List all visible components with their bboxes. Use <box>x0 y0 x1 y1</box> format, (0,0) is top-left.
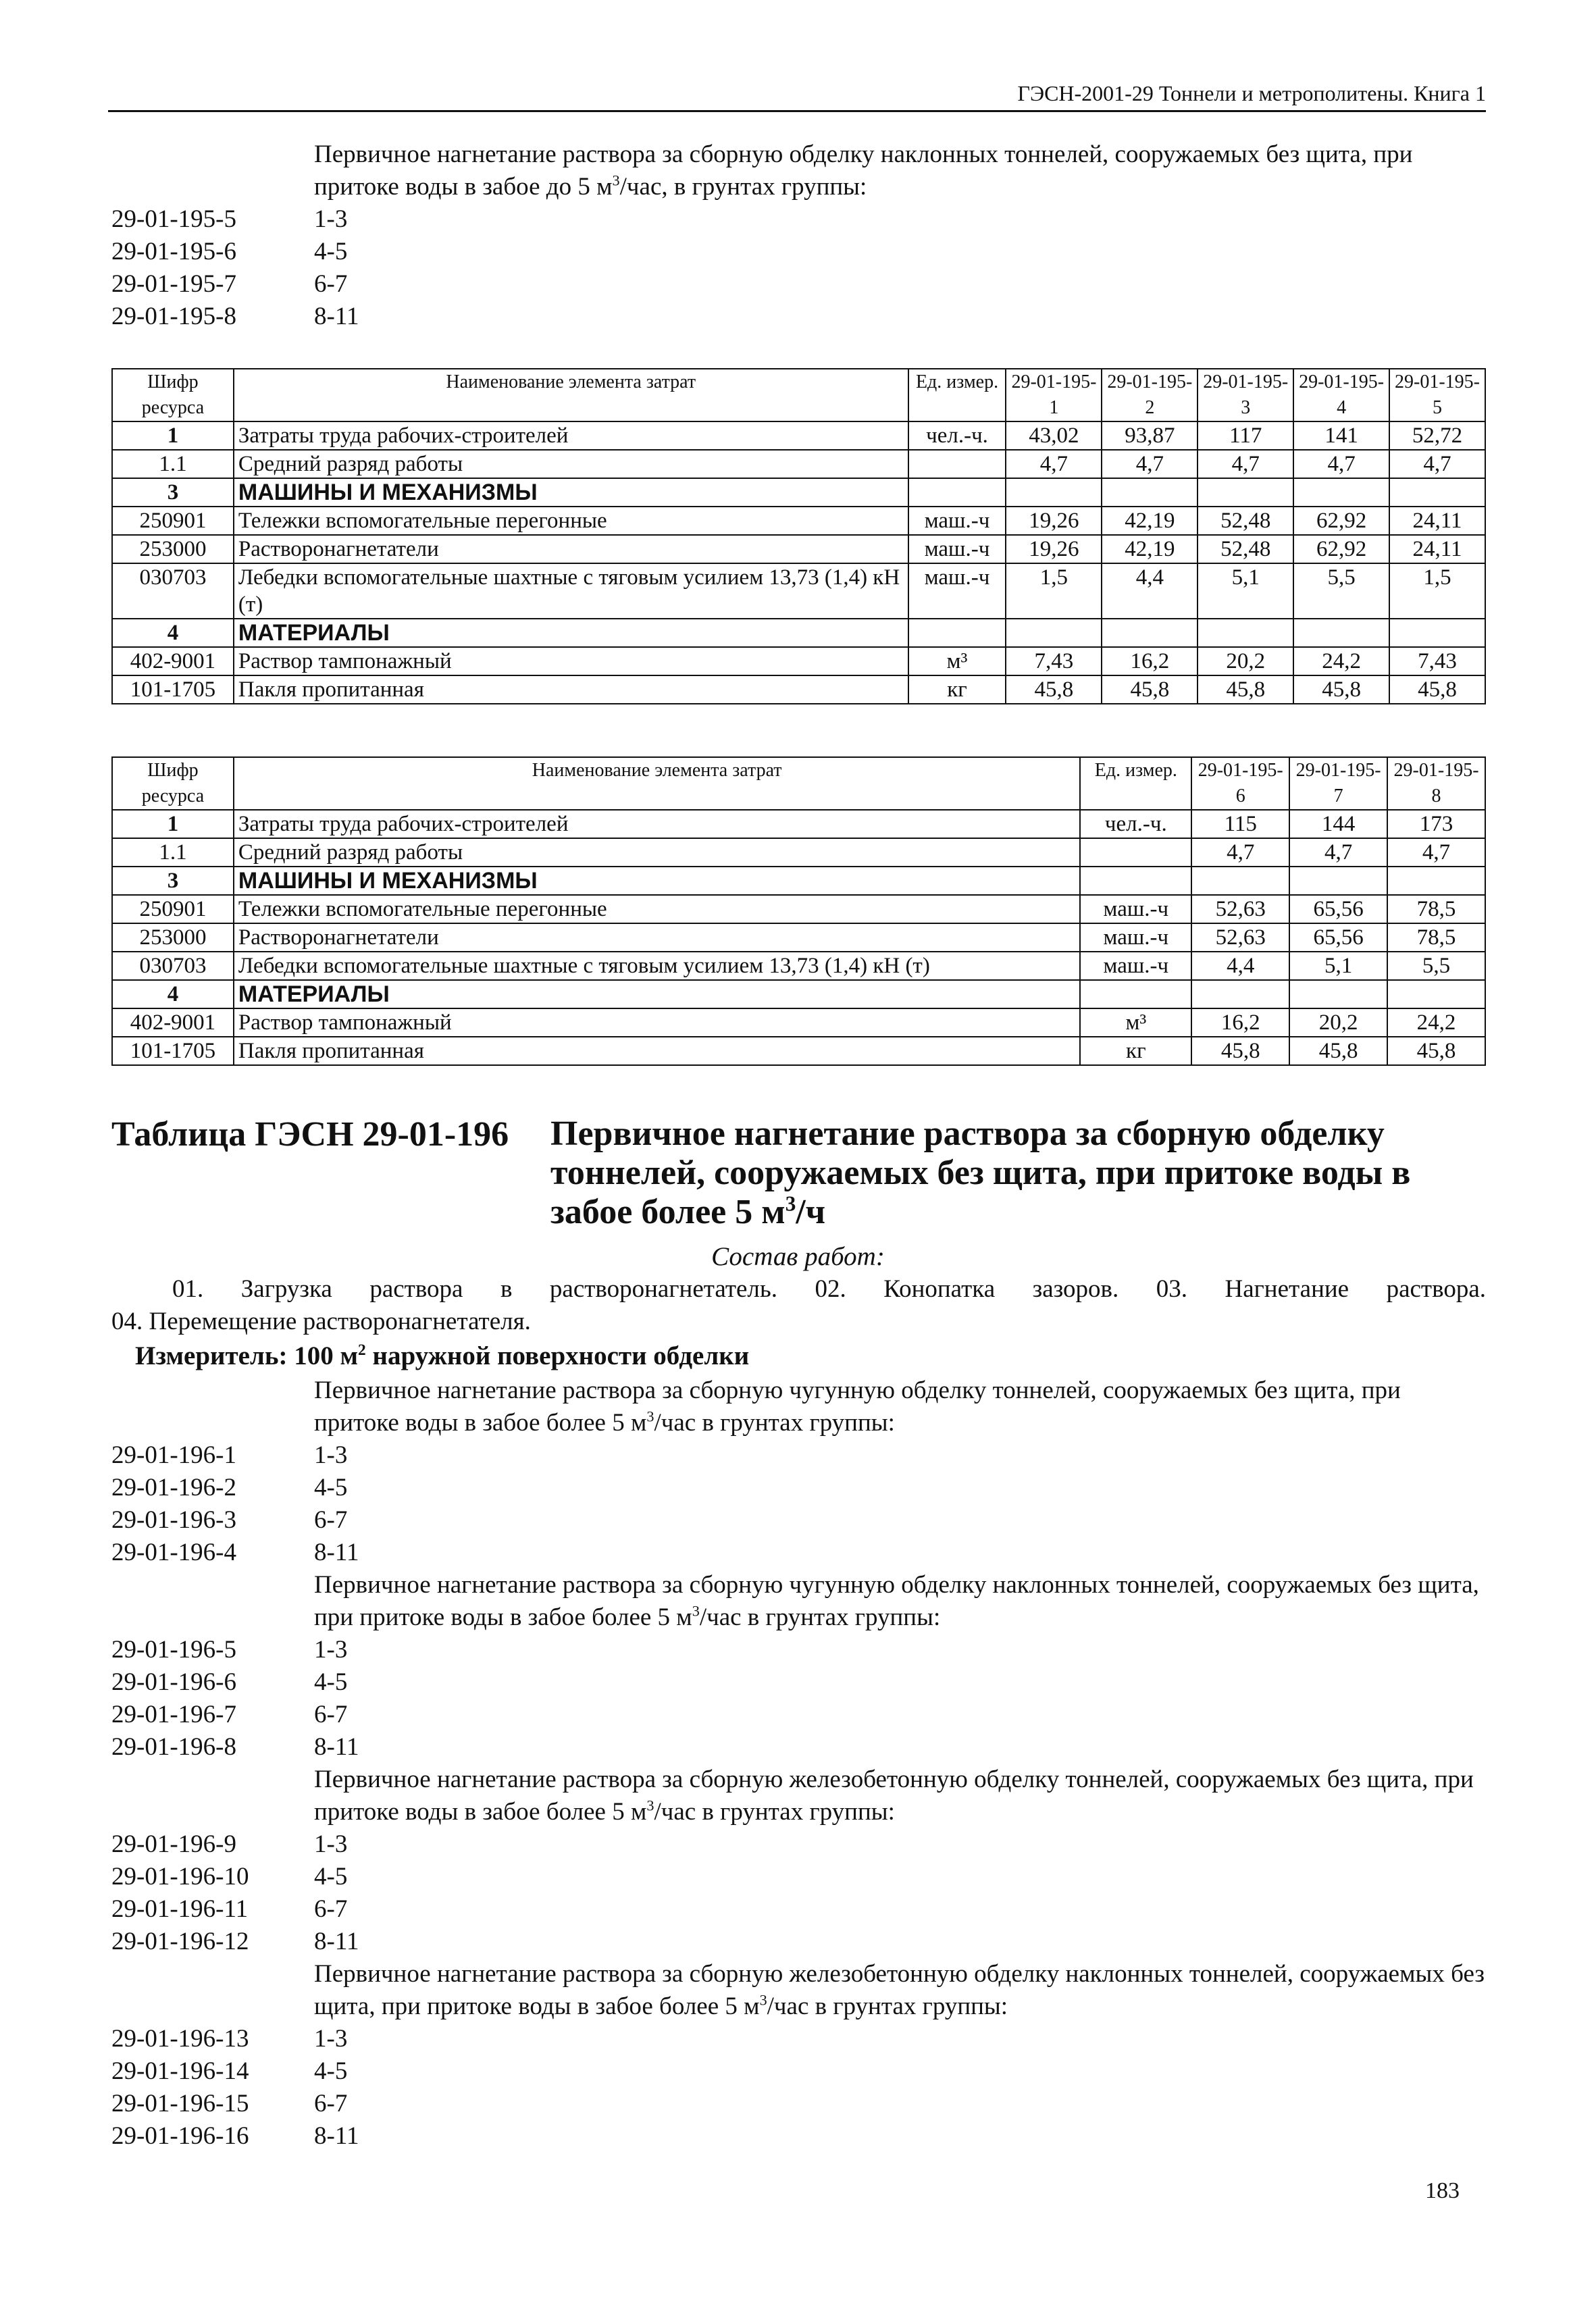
list-item: 29-01-196-12 8-11 <box>111 1928 359 1955</box>
table-row: 253000 Растворонагнетатели маш.-ч 52,63 65,56 78,5 <box>112 923 1485 952</box>
table-header-row: Шифр ресурса Наименование элемента затрат Ед. измер. 29-01-195-1 29-01-195-2 29-01-195-3 29-01-195-4 29-01-195-5 <box>112 369 1485 421</box>
intro-description: Первичное нагнетание раствора за сборную обделку наклонных тоннелей, сооружаемых без щита, при притоке воды в забое до 5 $м^3$/час, в грунтах группы: <box>314 140 1413 201</box>
page-number: 183 <box>1425 2178 1460 2203</box>
norm-groups <box>111 1374 1486 2153</box>
table-row: 250901 Тележки вспомогательные перегонные маш.-ч 19,26 42,19 52,48 62,92 24,11 <box>112 507 1485 535</box>
list-item: 29-01-196-13 1-3 <box>111 2025 348 2053</box>
group-description: Первичное нагнетание раствора за сборную чугунную обделку наклонных тоннелей, сооружаемых без щита, при притоке воды в забое более 5 $м^3$/час в грунтах группы: <box>314 1571 1479 1631</box>
group-description: Первичное нагнетание раствора за сборную железобетонную обделку тоннелей, сооружаемых без щита, при притоке воды в забое более 5 $м^3$/час в грунтах группы: <box>314 1766 1474 1826</box>
table-header-row: Шифр ресурса Наименование элемента затрат Ед. измер. 29-01-195-6 29-01-195-7 29-01-195-8 <box>112 757 1485 810</box>
list-item: 29-01-196-1 1-3 <box>111 1441 348 1469</box>
table-row: 030703 Лебедки вспомогательные шахтные с тяговым усилием 13,73 (1,4) кН (т) маш.-ч 1,5 4,4 5,1 5,5 1,5 <box>112 563 1485 619</box>
list-item: 29-01-196-10 4-5 <box>111 1863 348 1891</box>
table-label: Таблица ГЭСН 29-01-196 <box>111 1115 509 1154</box>
table-row: 3 МАШИНЫ И МЕХАНИЗМЫ <box>112 867 1485 895</box>
list-item: 29-01-196-14 4-5 <box>111 2057 348 2085</box>
table-row: 3 МАШИНЫ И МЕХАНИЗМЫ <box>112 478 1485 507</box>
table-row: 250901 Тележки вспомогательные перегонные маш.-ч 52,63 65,56 78,5 <box>112 895 1485 923</box>
list-item: 29-01-196-7 6-7 <box>111 1701 348 1728</box>
intro-section <box>111 138 1486 333</box>
table-row: 4 МАТЕРИАЛЫ <box>112 980 1485 1008</box>
table-row: 253000 Растворонагнетатели маш.-ч 19,26 42,19 52,48 62,92 24,11 <box>112 535 1485 563</box>
page-header: ГЭСН-2001-29 Тоннели и метрополитены. Книга 1 <box>108 81 1486 112</box>
list-item: 29-01-196-9 1-3 <box>111 1830 348 1858</box>
list-item: 29-01-196-4 8-11 <box>111 1539 359 1566</box>
works-composition-label: Состав работ: <box>711 1242 885 1271</box>
table-row: 1.1 Средний разряд работы 4,7 4,7 4,7 <box>112 838 1485 867</box>
table-row: 101-1705 Пакля пропитанная кг 45,8 45,8 45,8 45,8 45,8 <box>112 675 1485 704</box>
intro-item: 29-01-195-6 4-5 <box>111 238 348 265</box>
list-item: 29-01-196-15 6-7 <box>111 2090 348 2117</box>
list-item: 29-01-196-16 8-11 <box>111 2122 359 2150</box>
list-item: 29-01-196-5 1-3 <box>111 1636 348 1664</box>
table-row: 402-9001 Раствор тампонажный м³ 7,43 16,2 20,2 24,2 7,43 <box>112 647 1485 675</box>
intro-item: 29-01-195-7 6-7 <box>111 270 348 298</box>
measure-unit: Измеритель: 100 $м^2$ наружной поверхности обделки <box>135 1341 750 1370</box>
list-item: 29-01-196-6 4-5 <box>111 1668 348 1696</box>
list-item: 29-01-196-11 6-7 <box>111 1895 348 1923</box>
table-row: 1 Затраты труда рабочих-строителей чел.-ч. 115 144 173 <box>112 810 1485 838</box>
table-row: 030703 Лебедки вспомогательные шахтные с тяговым усилием 13,73 (1,4) кН (т) маш.-ч 4,4 5,1 5,5 <box>112 952 1485 980</box>
list-item: 29-01-196-8 8-11 <box>111 1733 359 1761</box>
resource-table-1 <box>111 368 1486 704</box>
table-row: 402-9001 Раствор тампонажный м³ 16,2 20,2 24,2 <box>112 1008 1485 1037</box>
group-description: Первичное нагнетание раствора за сборную чугунную обделку тоннелей, сооружаемых без щита, при притоке воды в забое более 5 $м^3$/час в грунтах группы: <box>314 1377 1401 1437</box>
table-row: 1.1 Средний разряд работы 4,7 4,7 4,7 4,7 4,7 <box>112 450 1485 478</box>
intro-item: 29-01-195-5 1-3 <box>111 205 348 233</box>
list-item: 29-01-196-3 6-7 <box>111 1506 348 1534</box>
group-description: Первичное нагнетание раствора за сборную железобетонную обделку наклонных тоннелей, сооружаемых без щита, при притоке воды в забое более 5 $м^3$/час в грунтах группы: <box>314 1960 1485 2020</box>
table-row: 1 Затраты труда рабочих-строителей чел.-ч. 43,02 93,87 117 141 52,72 <box>112 421 1485 450</box>
resource-table-2 <box>111 756 1486 1066</box>
table-row: 4 МАТЕРИАЛЫ <box>112 619 1485 647</box>
table-title: Первичное нагнетание раствора за сборную обделку тоннелей, сооружаемых без щита, при притоке воды в забое более 5 $м^3/ч$ <box>550 1114 1411 1231</box>
list-item: 29-01-196-2 4-5 <box>111 1474 348 1501</box>
works-composition: 01. Загрузка раствора в растворонагнетатель. 02. Конопатка зазоров. 03. Нагнетание раствора. 04. Перемещение растворонагнетателя. <box>111 1275 1486 1335</box>
intro-item: 29-01-195-8 8-11 <box>111 303 359 330</box>
table-row: 101-1705 Пакля пропитанная кг 45,8 45,8 45,8 <box>112 1037 1485 1065</box>
